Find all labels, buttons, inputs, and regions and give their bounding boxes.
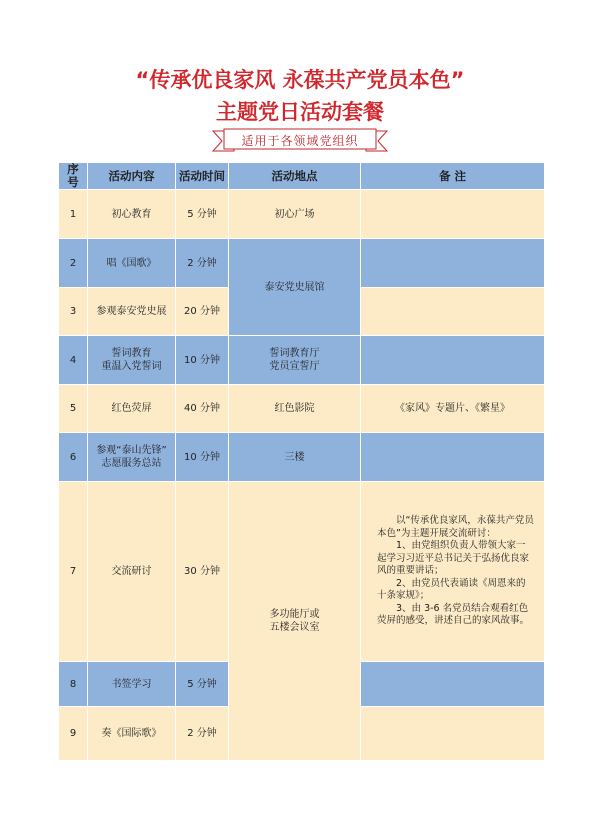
row-content [88, 385, 176, 433]
row-no: 4 [59, 336, 88, 385]
row-content [88, 288, 176, 336]
row-time: 20 分钟 [176, 288, 229, 336]
note-paragraph: 2、由党员代表诵读《周恩来的十条家规》； [377, 577, 526, 602]
row-location-line: 多功能厅或 [269, 609, 320, 620]
row-content-line: 初心教育 [111, 208, 152, 220]
row-content [88, 336, 176, 385]
row-location [229, 433, 361, 482]
activity-table [58, 162, 545, 761]
row-location-line: 红色影院 [274, 403, 315, 414]
table-header-row [59, 163, 545, 190]
row-content [88, 482, 176, 662]
row-time: 10 分钟 [176, 433, 229, 482]
row-no: 5 [59, 385, 88, 433]
row-location-merged [229, 239, 361, 336]
row-content [88, 190, 176, 239]
header-content: 活动内容 [88, 163, 176, 190]
header-no: 序号 [59, 163, 88, 190]
row-content-line: 重温入党誓词 [101, 361, 162, 372]
row-no: 1 [59, 190, 88, 239]
row-content [88, 707, 176, 761]
row-time: 2 分钟 [176, 707, 229, 761]
row-content-line: 交流研讨 [111, 566, 152, 577]
row-no: 3 [59, 288, 88, 336]
row-no: 6 [59, 433, 88, 482]
row-content [88, 239, 176, 288]
row-no: 2 [59, 239, 88, 288]
row-location-line: 初心广场 [274, 208, 315, 220]
row-content-line: 唱《国歌》 [106, 257, 157, 269]
table-row [59, 336, 545, 385]
note-paragraph: 3、由 3-6 名党员结合观看红色荧屏的感受，讲述自己的家风故事。 [377, 602, 530, 627]
row-note [361, 288, 545, 336]
row-location-line: 三楼 [284, 451, 305, 463]
table-row [59, 239, 545, 288]
table-row [59, 482, 545, 662]
row-time: 5 分钟 [176, 662, 229, 707]
row-location [229, 385, 361, 433]
row-time: 2 分钟 [176, 239, 229, 288]
row-no: 7 [59, 482, 88, 662]
row-note [361, 336, 545, 385]
row-content-line: 书签学习 [111, 678, 152, 690]
row-location-line: 誓词教育厅 [269, 348, 320, 359]
row-note-discussion [361, 482, 545, 662]
row-time: 40 分钟 [176, 385, 229, 433]
row-content-line: 誓词教育 [111, 348, 152, 359]
row-time: 10 分钟 [176, 336, 229, 385]
page-title-line1: “传承优良家风 永葆共产党员本色” [135, 68, 465, 92]
note-paragraph: 1、由党组织负责人带领大家一起学习习近平总书记关于弘扬优良家风的重要讲话； [377, 540, 530, 577]
row-content-line: 志愿服务总站 [101, 458, 162, 469]
row-location [229, 336, 361, 385]
row-location-line: 泰安党史展馆 [264, 281, 325, 293]
row-location-merged [229, 482, 361, 761]
table-row [59, 190, 545, 239]
row-location-line: 五楼会议室 [269, 622, 320, 633]
subtitle-ribbon [212, 128, 388, 154]
header-location: 活动地点 [229, 163, 361, 190]
row-note [361, 239, 545, 288]
row-no: 8 [59, 662, 88, 707]
row-note [361, 707, 545, 761]
row-note [361, 433, 545, 482]
row-location [229, 190, 361, 239]
page-title-line2: 主题党日活动套餐 [216, 100, 384, 124]
header-note: 备 注 [361, 163, 545, 190]
note-paragraph: 以“传承优良家风，永葆共产党员本色”为主题开展交流研讨： [377, 515, 534, 539]
row-content-line: 红色荧屏 [111, 403, 152, 414]
subtitle-ribbon-text: 适用于各领域党组织 [241, 134, 359, 148]
row-content-line: 参观“泰山先锋” [96, 445, 167, 456]
row-time: 5 分钟 [176, 190, 229, 239]
row-content-line: 参观泰安党史展 [96, 306, 167, 317]
table-row [59, 385, 545, 433]
row-content [88, 662, 176, 707]
row-note [361, 190, 545, 239]
row-content [88, 433, 176, 482]
header-time: 活动时间 [176, 163, 229, 190]
table-row [59, 433, 545, 482]
row-content-line: 奏《国际歌》 [101, 728, 162, 739]
row-time: 30 分钟 [176, 482, 229, 662]
row-no: 9 [59, 707, 88, 761]
row-note [361, 662, 545, 707]
row-location-line: 党员宣誓厅 [269, 361, 320, 372]
row-note: 《家风》专题片、《繁星》 [361, 385, 545, 433]
